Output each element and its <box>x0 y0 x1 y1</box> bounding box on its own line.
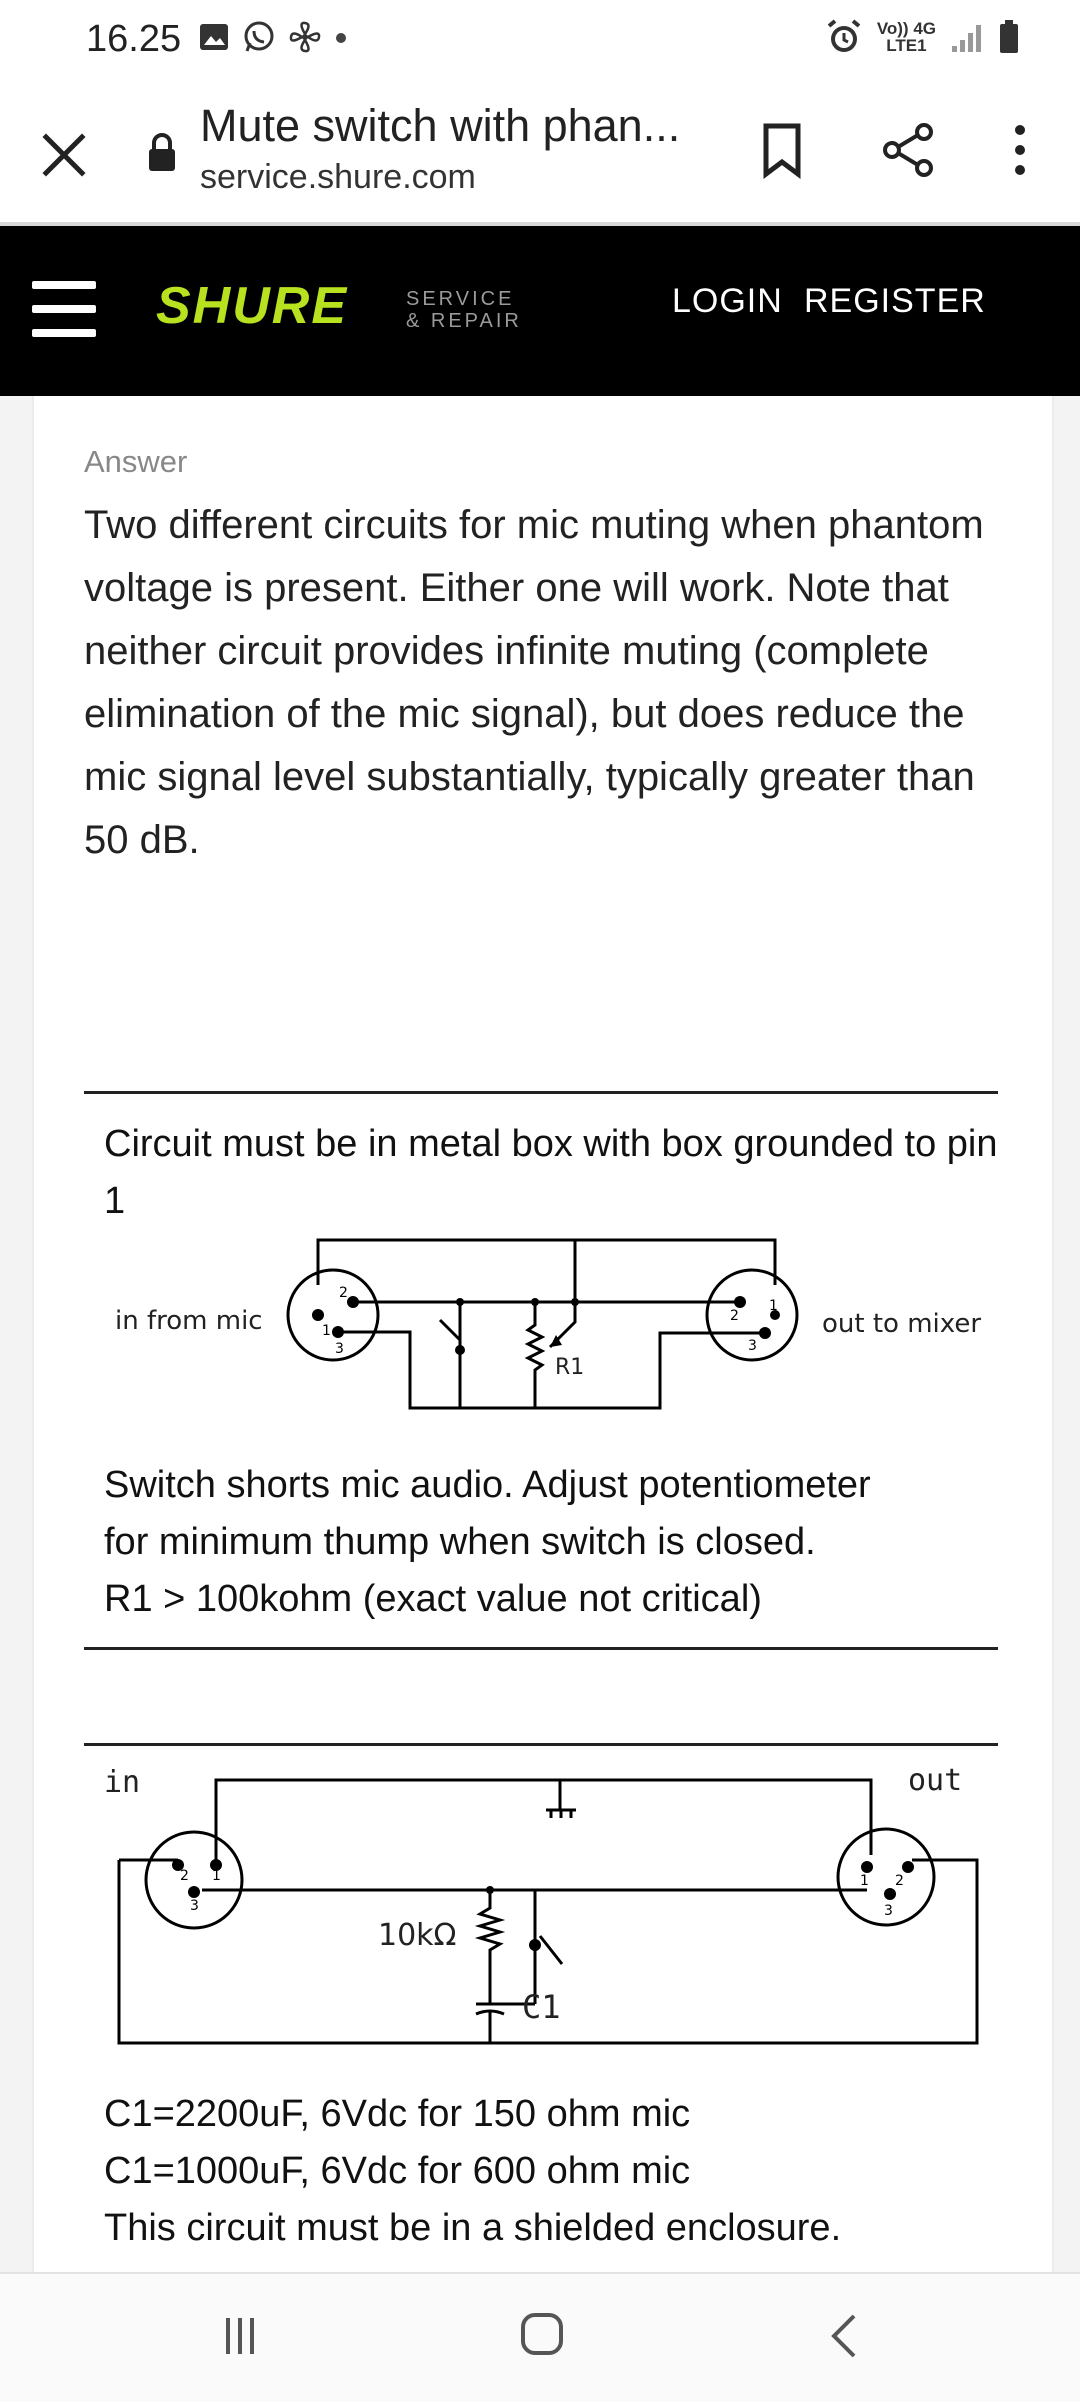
circuit2-description-line-2: C1=1000uF, 6Vdc for 600 ohm mic <box>104 2150 691 2192</box>
circuit1-description-line-3: R1 > 100kohm (exact value not critical) <box>104 1578 762 1620</box>
circuit2-label-in: in <box>104 1765 141 1800</box>
status-system-icons <box>825 18 1020 56</box>
svg-text:3: 3 <box>748 1338 757 1354</box>
svg-text:1: 1 <box>322 1323 331 1339</box>
browser-toolbar <box>0 80 1080 224</box>
logo-subtitle-line-2: & REPAIR <box>406 310 522 332</box>
lock-icon <box>146 130 178 174</box>
svg-text:3: 3 <box>884 1903 893 1919</box>
status-notification-icons <box>198 20 348 54</box>
svg-text:2: 2 <box>180 1868 189 1884</box>
page-gutter-right <box>1050 396 1080 2272</box>
whatsapp-icon <box>242 20 276 54</box>
svg-text:1: 1 <box>860 1873 869 1889</box>
divider-line-2 <box>84 1647 998 1650</box>
circuit1-description-line-1: Switch shorts mic audio. Adjust potentiometer <box>104 1464 871 1506</box>
shure-logo[interactable]: SHURE <box>156 277 349 335</box>
bookmark-icon[interactable] <box>756 120 808 180</box>
svg-text:3: 3 <box>335 1341 344 1357</box>
circuit2-label-out: out <box>908 1763 963 1798</box>
system-navigation-bar <box>0 2272 1080 2402</box>
share-icon[interactable] <box>878 120 938 180</box>
circuit1-label-out: out to mixer <box>822 1309 982 1339</box>
login-link[interactable]: LOGIN <box>672 282 783 320</box>
circuit2-description-line-1: C1=2200uF, 6Vdc for 150 ohm mic <box>104 2093 691 2135</box>
svg-text:2: 2 <box>895 1873 904 1889</box>
register-link[interactable]: REGISTER <box>804 282 986 320</box>
network-top-text: Vo)) 4G <box>876 19 936 38</box>
recent-apps-icon[interactable] <box>220 2316 260 2356</box>
circuit2-description-line-3: This circuit must be in a shielded enclosure. <box>104 2207 842 2249</box>
status-time: 16.25 <box>86 18 182 60</box>
site-header <box>0 226 1080 396</box>
circuit1-label-in: in from mic <box>115 1306 263 1336</box>
divider-line-1 <box>84 1091 998 1094</box>
battery-icon <box>998 19 1020 55</box>
svg-text:1: 1 <box>769 1298 778 1314</box>
svg-text:2: 2 <box>730 1308 739 1324</box>
signal-icon <box>950 20 984 54</box>
hamburger-menu-icon[interactable] <box>32 281 96 337</box>
logo-subtitle-line-1: SERVICE <box>406 288 515 310</box>
alarm-icon <box>825 18 863 56</box>
network-bottom-text: LTE1 <box>886 36 927 55</box>
network-type-label <box>877 20 936 54</box>
circuit-diagram-2 <box>100 1760 1000 2050</box>
fan-icon <box>288 20 322 54</box>
circuit2-description <box>104 2086 1004 2257</box>
circuit-diagram-1 <box>100 1225 1000 1425</box>
svg-text:2: 2 <box>339 1285 348 1301</box>
status-bar <box>0 0 1080 80</box>
circuit1-label-r1: R1 <box>555 1355 585 1380</box>
divider-line-3 <box>84 1743 998 1746</box>
answer-text: Two different circuits for mic muting when phantom voltage is present. Either one will work. Note that neither circuit provides infinite muting (complete elimination of the mic signal), but does reduce the mic signal level substantially, typically greater than 50 dB. <box>84 503 984 862</box>
circuit2-label-c1: C1 <box>522 1988 561 2026</box>
circuit1-note: Circuit must be in metal box with box grounded to pin 1 <box>104 1123 998 1222</box>
answer-label: Answer <box>84 444 188 479</box>
gallery-icon <box>198 21 230 53</box>
more-options-icon[interactable] <box>1000 120 1040 180</box>
circuit2-label-resistor: 10kΩ <box>378 1918 457 1953</box>
dot-icon <box>334 20 348 54</box>
close-icon[interactable] <box>38 122 90 184</box>
page-gutter-left <box>0 396 32 2272</box>
home-icon[interactable] <box>520 2312 564 2356</box>
circuit1-description <box>104 1457 1004 1628</box>
page-title[interactable]: Mute switch with phan... <box>200 100 681 151</box>
page-domain[interactable]: service.shure.com <box>200 158 476 196</box>
circuit1-description-line-2: for minimum thump when switch is closed. <box>104 1521 816 1563</box>
logo-subtitle <box>406 288 522 332</box>
svg-text:1: 1 <box>212 1868 221 1884</box>
svg-text:3: 3 <box>190 1898 199 1914</box>
back-icon[interactable] <box>826 2312 862 2360</box>
